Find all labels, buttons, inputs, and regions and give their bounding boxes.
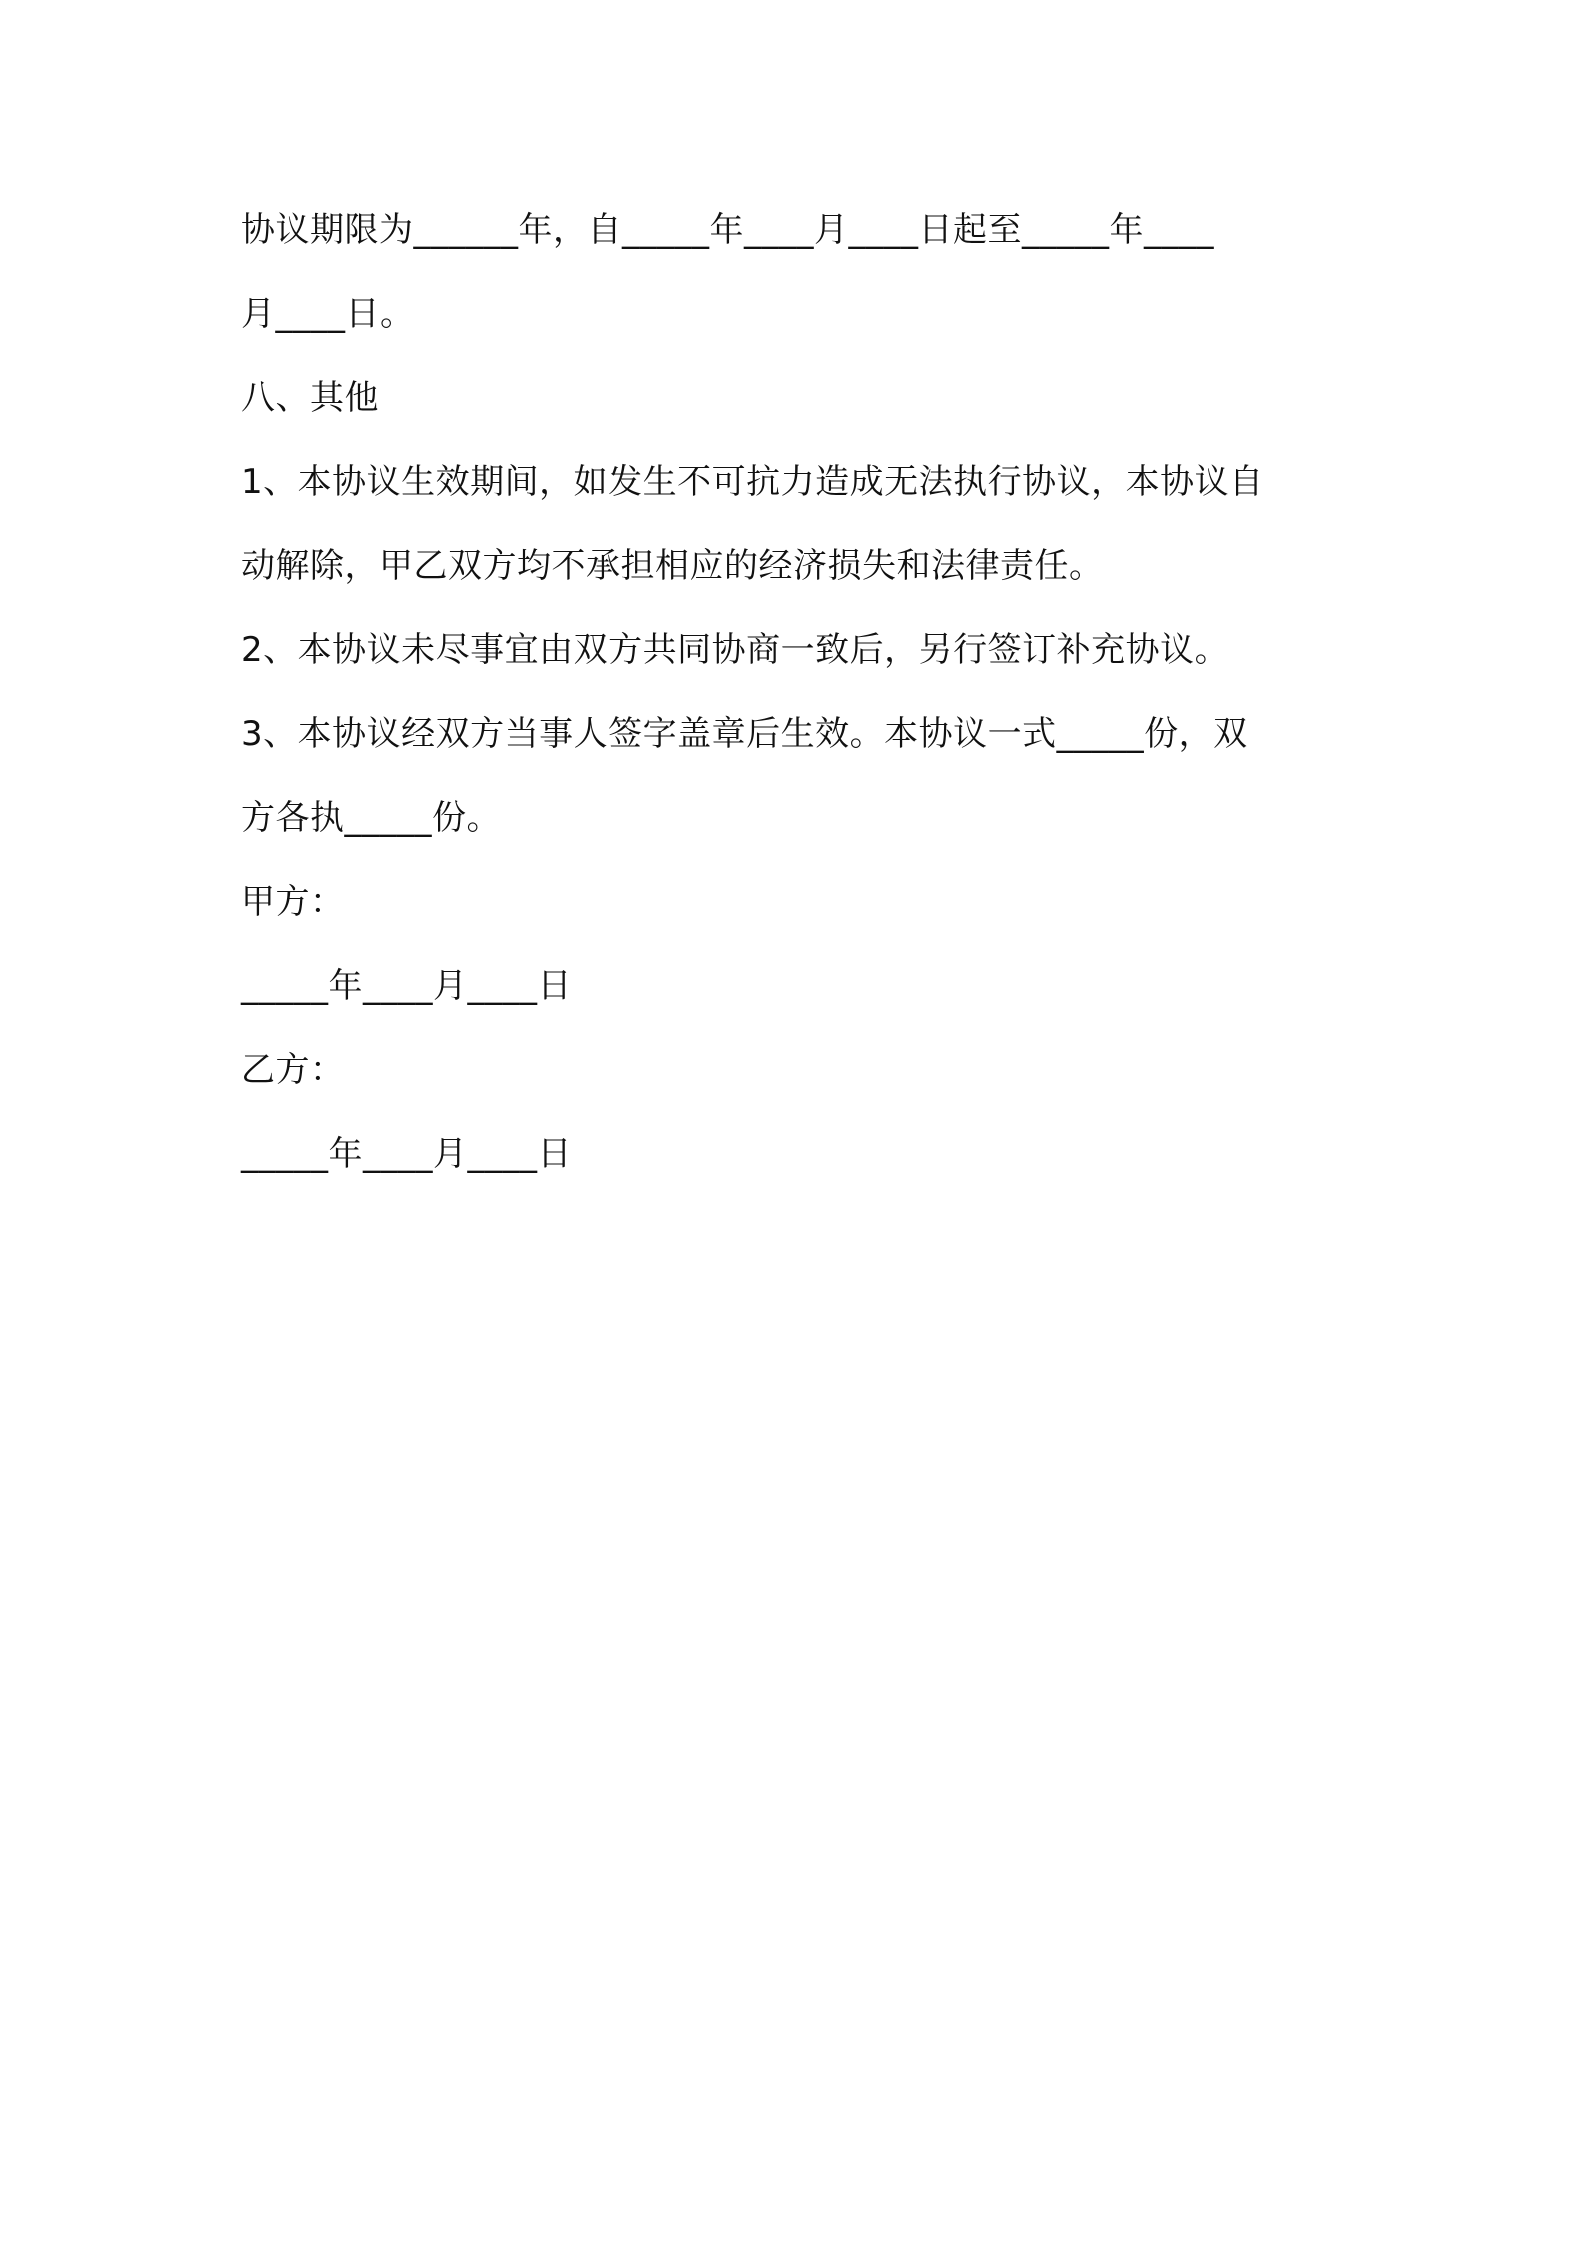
party-b-date: _____年____月____日 xyxy=(241,1134,572,1174)
party-a-label: 甲方： xyxy=(241,882,345,922)
term-clause-line-1: 协议期限为______年，自_____年____月____日起至_____年____ xyxy=(241,210,1214,250)
clause-3-line-2: 方各执_____份。 xyxy=(241,798,501,838)
clause-1-line-2: 动解除，甲乙双方均不承担相应的经济损失和法律责任。 xyxy=(241,546,1104,586)
clause-3-line-1: 3、本协议经双方当事人签字盖章后生效。本协议一式_____份，双 xyxy=(241,714,1248,754)
section-heading-other: 八、其他 xyxy=(241,378,379,418)
party-b-label: 乙方： xyxy=(241,1050,345,1090)
party-a-date: _____年____月____日 xyxy=(241,966,572,1006)
term-clause-line-2: 月____日。 xyxy=(241,294,415,334)
clause-1-line-1: 1、本协议生效期间，如发生不可抗力造成无法执行协议，本协议自 xyxy=(241,462,1264,502)
clause-2: 2、本协议未尽事宜由双方共同协商一致后，另行签订补充协议。 xyxy=(241,630,1230,670)
